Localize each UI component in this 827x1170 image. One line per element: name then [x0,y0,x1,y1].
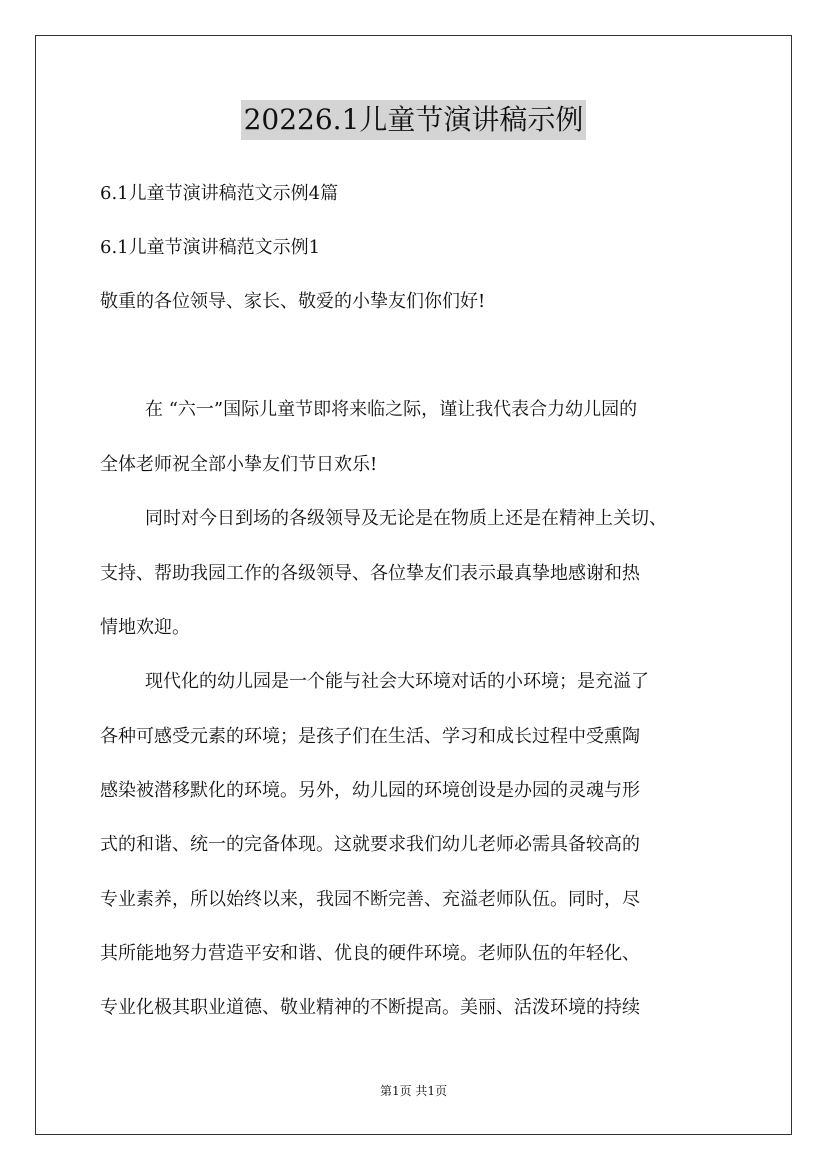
body-line: 其所能地努力营造平安和谐、优良的硬件环境。老师队伍的年轻化、 [100,943,640,964]
document-title: 20226.1儿童节演讲稿示例 [241,100,587,140]
page-footer: 第1页 共1页 [379,1084,448,1098]
title-container [0,100,827,140]
body-line: 感染被潜移默化的环境。另外，幼儿园的环境创设是办园的灵魂与形 [100,780,640,801]
body-line: 各种可感受元素的环境；是孩子们在生活、学习和成长过程中受熏陶 [100,726,640,747]
body-line: 专业素养，所以始终以来，我园不断完善、充溢老师队伍。同时，尽 [100,889,640,910]
body-line: 式的和谐、统一的完备体现。这就要求我们幼儿老师必需具备较高的 [100,834,640,855]
subtitle-item: 6.1儿童节演讲稿范文示例1 [100,237,321,258]
body-line: 现代化的幼儿园是一个能与社会大环境对话的小环境；是充溢了 [145,671,649,692]
body-line: 在 “六一”国际儿童节即将来临之际，谨让我代表合力幼儿园的 [145,399,638,420]
body-line: 同时对今日到场的各级领导及无论是在物质上还是在精神上关切、 [145,508,667,529]
body-line: 专业化极其职业道德、敬业精神的不断提高。美丽、活泼环境的持续 [100,997,640,1018]
body-line: 支持、帮助我园工作的各级领导、各位挚友们表示最真挚地感谢和热 [100,563,640,584]
subtitle-collection: 6.1儿童节演讲稿范文示例4篇 [100,183,339,204]
salutation: 敬重的各位领导、家长、敬爱的小挚友们你们好! [100,291,486,312]
body-line: 情地欢迎。 [100,617,190,638]
body-line: 全体老师祝全部小挚友们节日欢乐! [100,454,378,475]
